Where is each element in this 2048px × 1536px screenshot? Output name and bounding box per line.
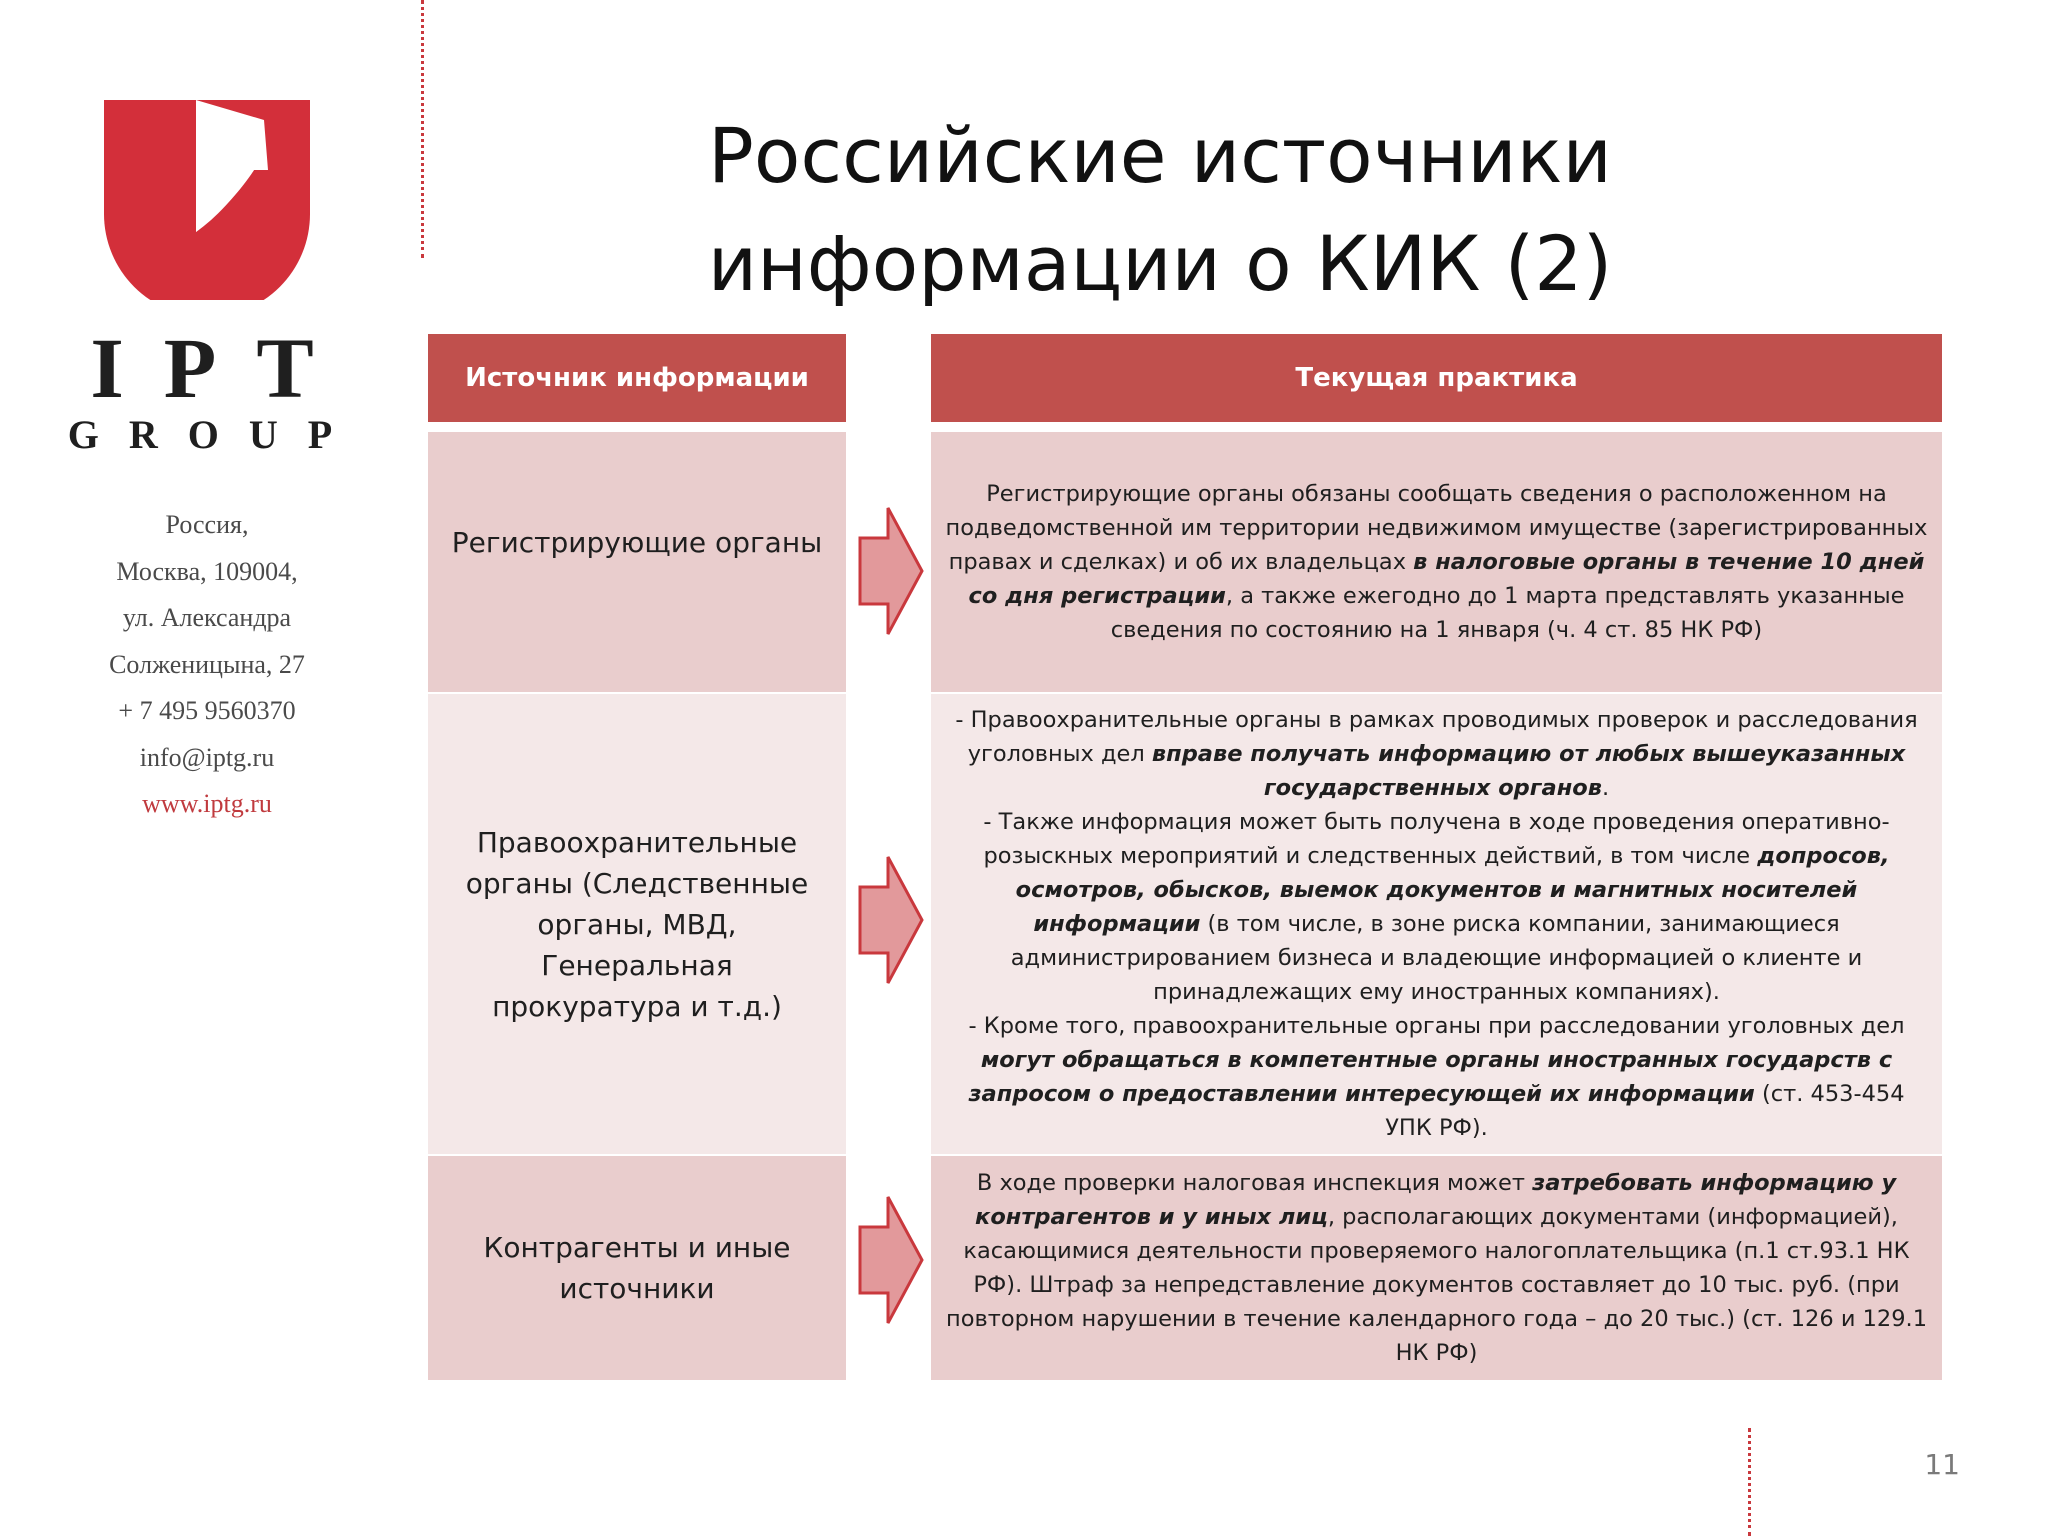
arrow-right-icon [858, 855, 924, 985]
contact-street: ул. Александра [122, 603, 292, 632]
source-label: Правоохранительные органы (Следственные органы, МВД, Генеральная прокуратура и т.д.) [465, 825, 809, 1023]
practice-text: Регистрирующие органы обязаны сообщать сведения о расположенном на подведомственной им территории недвижимом имуществе (зарегистрированных правах и сделках) и об их владельцах в налоговые органы в течение 10 дней со дня регистрации, а также ежегодно до 1 марта представлять указанные сведения по состоянию на 1 января (ч. 4 ст. 85 НК РФ) [945, 481, 1928, 643]
practice-cell-law-enforcement [931, 694, 1942, 1154]
emphasis-text: затребовать информацию у контрагентов и у иных лиц [975, 1170, 1897, 1230]
slide-title-line-1: Российские источники [708, 111, 1612, 200]
source-cell-law-enforcement [428, 694, 846, 1154]
contact-phone: + 7 495 9560370 [118, 696, 296, 725]
contact-country: Россия, [165, 510, 249, 539]
contact-website-link[interactable]: www.iptg.ru [142, 789, 272, 818]
emphasis-text: в налоговые органы в течение 10 дней со дня регистрации [968, 549, 1925, 609]
contact-city: Москва, 109004, [116, 556, 298, 586]
practice-text: В ходе проверки налоговая инспекция может затребовать информацию у контрагентов и у иных лиц, располагающих документами (информацией), касающимися деятельности проверяемого налогоплательщика (п.1 ст.93.1 НК РФ). Штраф за непредставление документов составляет до 10 тыс. руб. (при повторном нарушении в течение календарного года – до 20 тыс.) (ст. 126 и 129.1 НК РФ) [945, 1170, 1928, 1366]
emphasis-text: вправе получать информацию от любых вышеуказанных государственных органов [1151, 741, 1906, 801]
table-header-practice: Текущая практика [931, 334, 1942, 426]
practice-cell-registration [931, 432, 1942, 692]
source-cell-registration [428, 432, 846, 692]
logo-mark-icon [104, 100, 310, 300]
source-cell-counterparties [428, 1156, 846, 1380]
practice-cell-counterparties [931, 1156, 1942, 1380]
arrow-right-icon [858, 506, 924, 636]
slide-title [640, 102, 1680, 318]
logo-wordmark-ipt: IPT [90, 320, 354, 416]
decorative-divider-bottom [1748, 1428, 1751, 1536]
slide-title-line-2: информации о КИК (2) [707, 219, 1613, 308]
contact-email: info@iptg.ru [139, 742, 275, 772]
table-header-source: Источник информации [428, 334, 846, 426]
practice-text: - Правоохранительные органы в рамках проводимых проверок и расследования уголовных дел вправе получать информацию от любых вышеуказанных государственных органов. - Также информация может быть получена в ходе проведения оперативно-розыскных мероприятий и следственных действий, в том числе допросов, осмотров, обысков, выемок документов и магнитных носителей информации (в том числе, в зоне риска компании, занимающиеся администрированием бизнеса и владеющие информацией о клиенте и принадлежащих ему иностранных компаниях). - Кроме того, правоохранительные органы при расследовании уголовных дел могут обращаться в компетентные органы иностранных государств с запросом о предоставлении интересующей их информации (ст. 453-454 УПК РФ). [955, 707, 1918, 1141]
emphasis-text: допросов, осмотров, обысков, выемок документов и магнитных носителей информации [1015, 843, 1890, 937]
source-label: Регистрирующие органы [451, 526, 823, 559]
source-label: Контрагенты и иные источники [483, 1231, 791, 1305]
decorative-divider-top [421, 0, 424, 258]
contact-block [40, 502, 374, 828]
contact-street-2: Солженицына, 27 [109, 649, 305, 679]
logo-wordmark-group: GROUP [67, 412, 363, 457]
emphasis-text: могут обращаться в компетентные органы иностранных государств с запросом о предоставлении интересующей их информации [968, 1047, 1893, 1107]
arrow-right-icon [858, 1195, 924, 1325]
page-number: 11 [1924, 1448, 1960, 1481]
